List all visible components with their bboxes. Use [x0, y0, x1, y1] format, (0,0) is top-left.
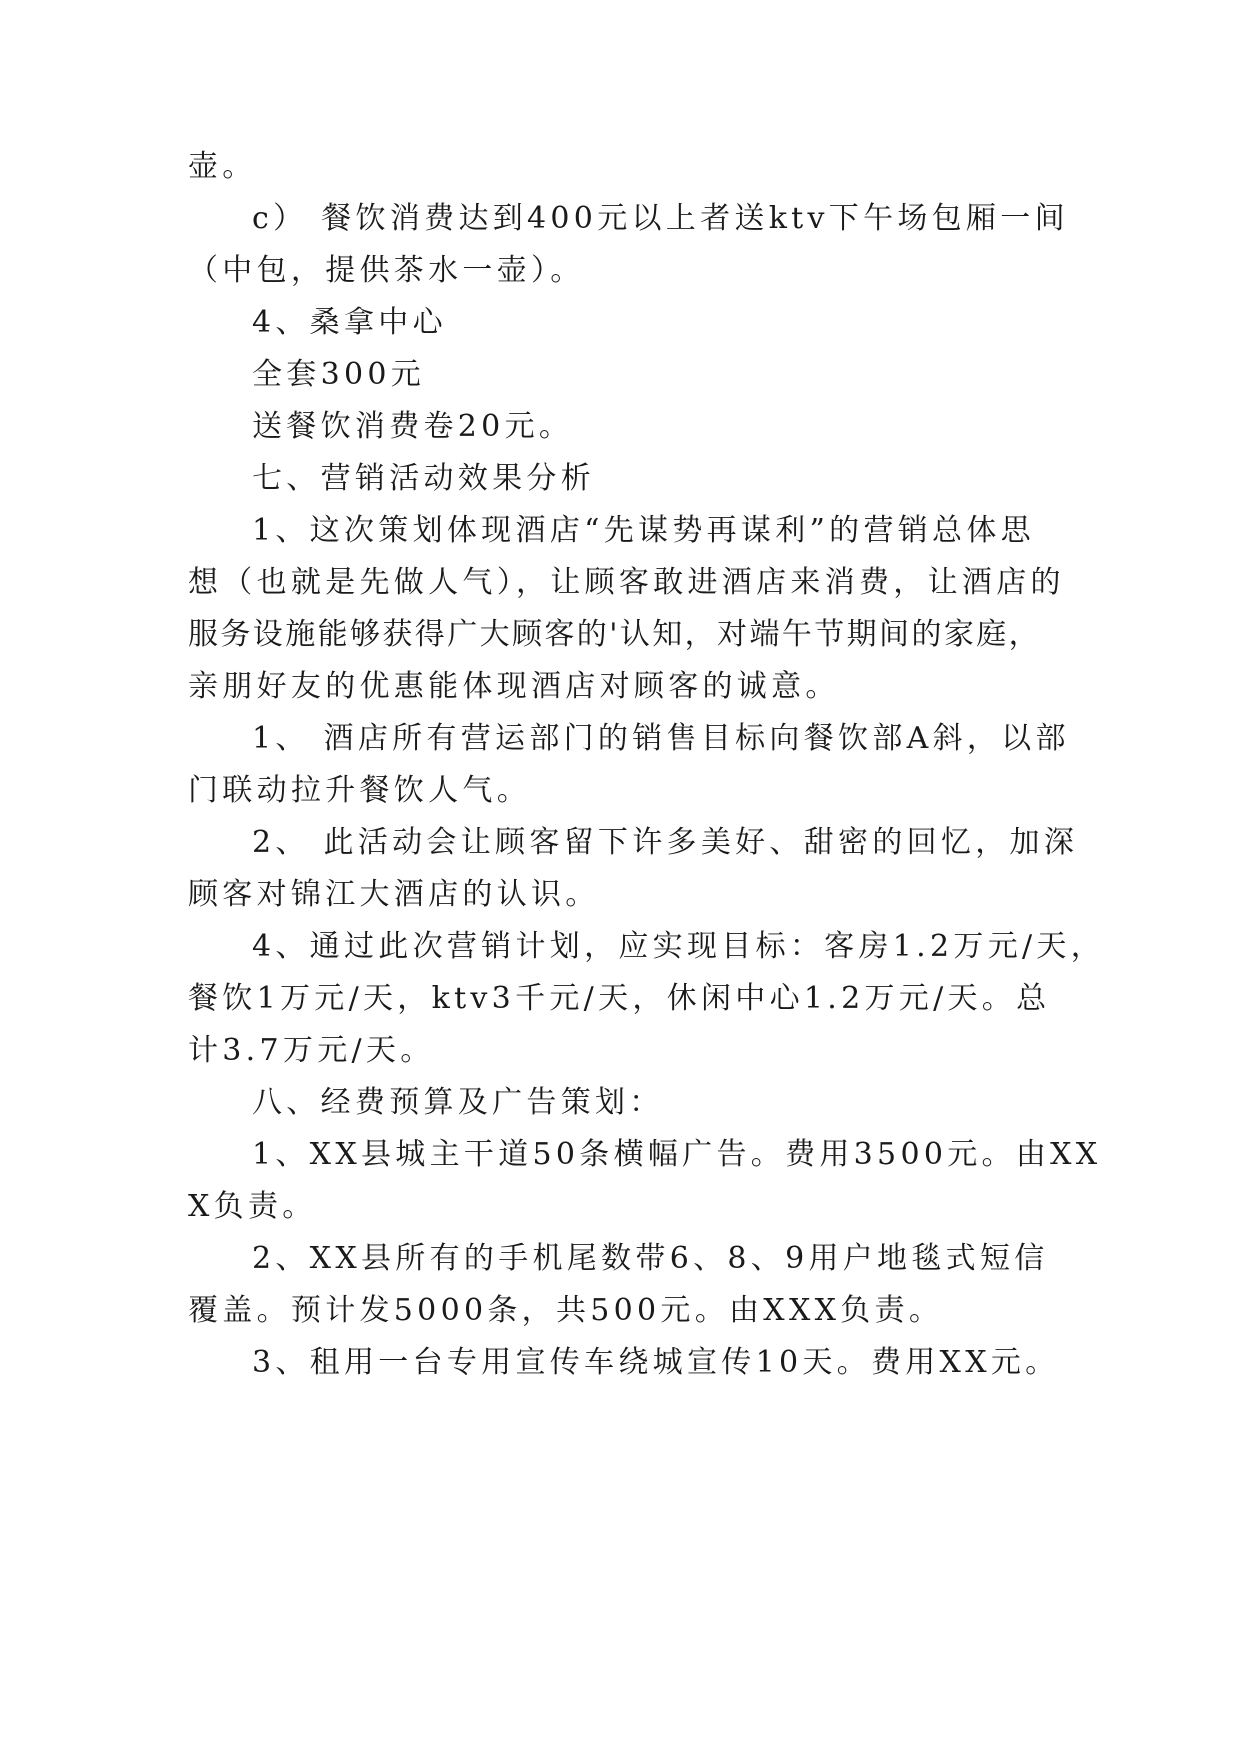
text-line-4: 4、桑拿中心	[252, 305, 447, 340]
text-line-6: 送餐饮消费卷20元。	[252, 409, 574, 444]
text-line-16: 4、通过此次营销计划，应实现目标：客房1.2万元/天，	[252, 929, 1106, 964]
section-heading-8: 八、经费预算及广告策划：	[252, 1085, 664, 1120]
text-line-18: 计3.7万元/天。	[188, 1033, 435, 1068]
text-line-11: 亲朋好友的优惠能体现酒店对顾客的诚意。	[188, 669, 840, 704]
text-line-15: 顾客对锦江大酒店的认识。	[188, 877, 600, 912]
text-line-1: 壶。	[188, 149, 257, 184]
text-line-23: 覆盖。预计发5000条，共500元。由XXX负责。	[188, 1293, 944, 1328]
text-line-21: X负责。	[188, 1189, 317, 1224]
section-heading-7: 七、营销活动效果分析	[252, 461, 595, 496]
text-line-20: 1、XX县城主干道50条横幅广告。费用3500元。由XX	[252, 1137, 1102, 1172]
text-line-12: 1、 酒店所有营运部门的销售目标向餐饮部A斜，以部	[252, 721, 1070, 756]
text-line-9: 想（也就是先做人气），让顾客敢进酒店来消费，让酒店的	[188, 565, 1065, 600]
text-line-13: 门联动拉升餐饮人气。	[188, 773, 531, 808]
text-line-22: 2、XX县所有的手机尾数带6、8、9用户地毯式短信	[252, 1241, 1049, 1276]
text-line-5: 全套300元	[252, 357, 426, 392]
text-line-10: 服务设施能够获得广大顾客的'认知，对端午节期间的家庭，	[188, 617, 1042, 652]
text-line-3: （中包，提供茶水一壶）。	[188, 253, 585, 288]
text-line-14: 2、 此活动会让顾客留下许多美好、甜密的回忆，加深	[252, 825, 1079, 860]
text-line-2: c） 餐饮消费达到400元以上者送ktv下午场包厢一间	[252, 201, 1069, 236]
text-line-8: 1、这次策划体现酒店“先谋势再谋利”的营销总体思	[252, 513, 1035, 548]
text-line-17: 餐饮1万元/天，ktv3千元/天，休闲中心1.2万元/天。总	[188, 981, 1051, 1016]
text-line-24: 3、租用一台专用宣传车绕城宣传10天。费用XX元。	[252, 1345, 1060, 1380]
